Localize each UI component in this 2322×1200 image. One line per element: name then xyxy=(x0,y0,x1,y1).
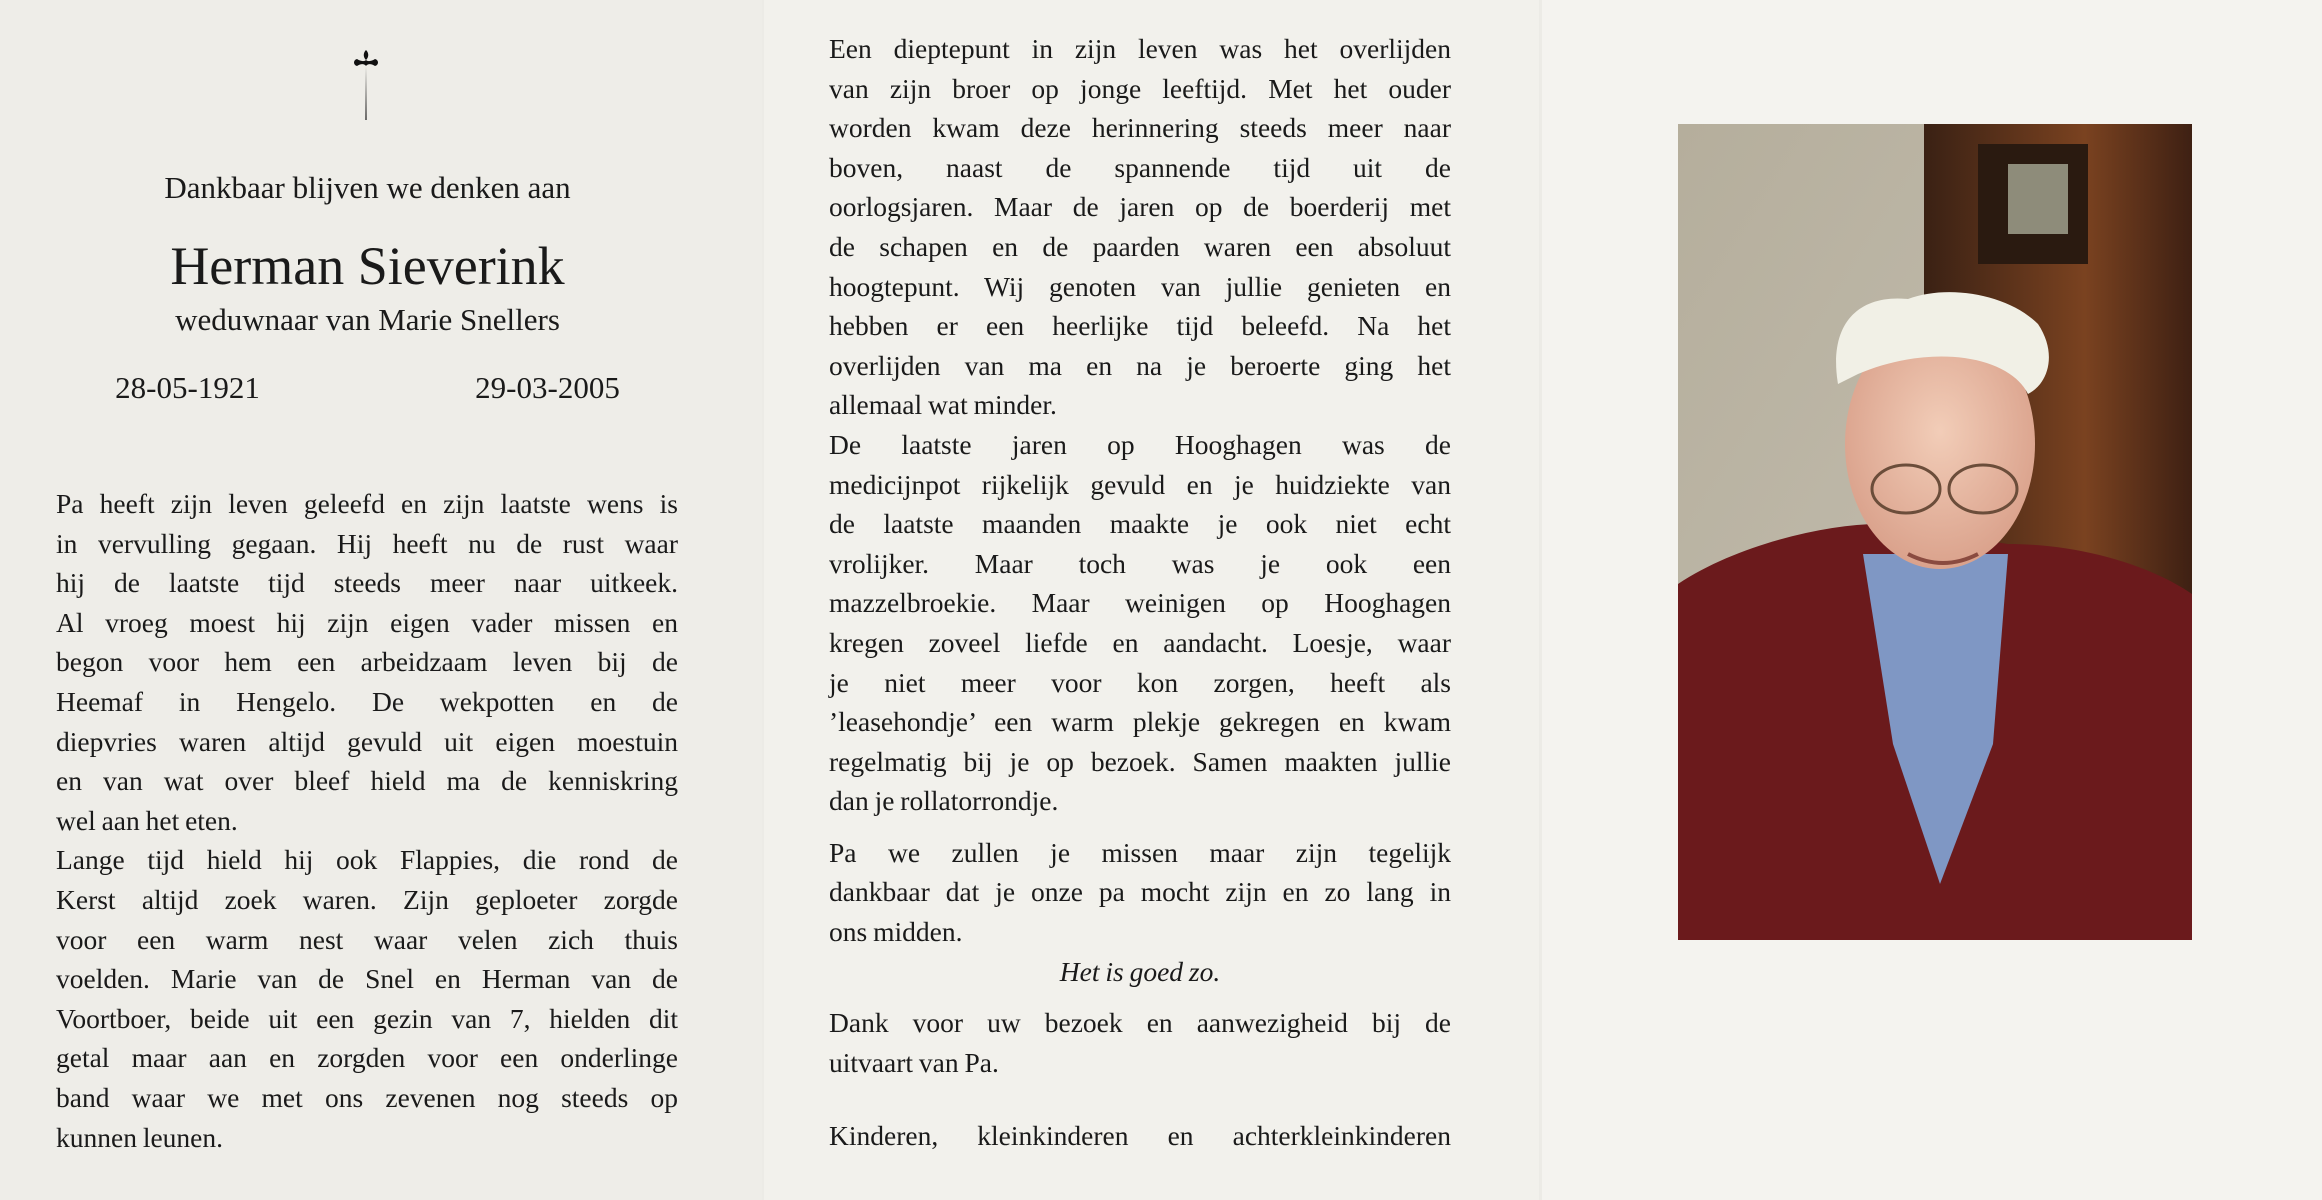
text-line: diepvries waren altijd gevuld uit eigen moestuin xyxy=(56,725,678,757)
death-date: 29-03-2005 xyxy=(475,370,620,405)
text-line: hij de laatste tijd steeds meer naar uitkeek. xyxy=(56,567,678,599)
text-line: Pa heeft zijn leven geleefd en zijn laatste wens is xyxy=(56,488,678,519)
text-line: mazzelbroekie. Maar weinigen op Hooghagen xyxy=(829,587,1451,619)
text-line: allemaal wat minder. xyxy=(829,389,1057,421)
text-line: voelden. Marie van de Snel en Herman van de xyxy=(56,963,678,995)
text-line: Dank voor uw bezoek en aanwezigheid bij de xyxy=(829,1007,1451,1039)
text-line: Voortboer, beide uit een gezin van 7, hielden dit xyxy=(56,1002,678,1034)
text-line: kunnen leunen. xyxy=(56,1121,224,1153)
text-line: band waar we met ons zevenen nog steeds op xyxy=(56,1081,678,1113)
text-line: de schapen en de paarden waren een absoluut xyxy=(829,230,1451,262)
birth-date: 28-05-1921 xyxy=(115,370,260,405)
text-line: Kerst altijd zoek waren. Zijn geploeter zorgde xyxy=(56,883,678,915)
portrait-photo xyxy=(1678,124,2192,940)
text-line: Heemaf in Hengelo. De wekpotten en de xyxy=(56,685,678,717)
text-line: Al vroeg moest hij zijn eigen vader missen en xyxy=(56,606,678,638)
text-line: van zijn broer op jonge leeftijd. Met het ouder xyxy=(829,72,1451,104)
left-text-column xyxy=(56,484,678,1157)
text-line: de laatste maanden maakte je ook niet echt xyxy=(829,508,1451,540)
text-line: vrolijker. Maar toch was je ook een xyxy=(829,547,1451,579)
text-line: in vervulling gegaan. Hij heeft nu de rust waar xyxy=(56,527,678,559)
text-line: dankbaar dat je onze pa mocht zijn en zo lang in xyxy=(829,876,1451,908)
text-line: Een dieptepunt in zijn leven was het overlijden xyxy=(829,33,1451,64)
text-line: wel aan het eten. xyxy=(56,804,238,836)
text-line: ’leasehondje’ een warm plekje gekregen en kwam xyxy=(829,706,1451,738)
text-line: ons midden. xyxy=(829,916,963,948)
text-line: worden kwam deze herinnering steeds meer naar xyxy=(829,112,1451,144)
text-line: overlijden van ma en na je beroerte ging het xyxy=(829,349,1451,381)
text-line: begon voor hem een arbeidzaam leven bij de xyxy=(56,646,678,678)
intro-text: Dankbaar blijven we denken aan xyxy=(164,170,571,205)
text-line: regelmatig bij je op bezoek. Samen maakten jullie xyxy=(829,745,1451,777)
text-line: kregen zoveel liefde en aandacht. Loesje, waar xyxy=(829,626,1451,658)
text-line: boven, naast de spannende tijd uit de xyxy=(829,151,1451,183)
text-line: oorlogsjaren. Maar de jaren op de boerderij met xyxy=(829,191,1451,223)
text-line: Pa we zullen je missen maar zijn tegelijk xyxy=(829,836,1451,868)
text-line: hoogtepunt. Wij genoten van jullie genieten en xyxy=(829,270,1451,302)
text-line: De laatste jaren op Hooghagen was de xyxy=(829,428,1451,460)
text-line: medicijnpot rijkelijk gevuld en je huidziekte van xyxy=(829,468,1451,500)
cross-icon xyxy=(350,48,382,122)
text-line: je niet meer voor kon zorgen, heeft als xyxy=(829,666,1451,698)
deceased-name: Herman Sieverink xyxy=(170,236,565,296)
signature: Kinderen, kleinkinderen en achterkleinkinderen xyxy=(829,1120,1451,1152)
motto: Het is goed zo. xyxy=(1059,955,1221,987)
text-line: voor een warm nest waar velen zich thuis xyxy=(56,923,678,955)
text-line: Lange tijd hield hij ook Flappies, die rond de xyxy=(56,844,678,876)
text-line: getal maar aan en zorgden voor een onderlinge xyxy=(56,1042,678,1074)
subtitle: weduwnaar van Marie Snellers xyxy=(175,302,560,337)
text-line: uitvaart van Pa. xyxy=(829,1046,999,1078)
text-line: dan je rollatorrondje. xyxy=(829,785,1059,817)
text-line: hebben er een heerlijke tijd beleefd. Na het xyxy=(829,310,1451,342)
middle-text-column xyxy=(829,29,1451,1156)
text-line: en van wat over bleef hield ma de kenniskring xyxy=(56,765,678,797)
